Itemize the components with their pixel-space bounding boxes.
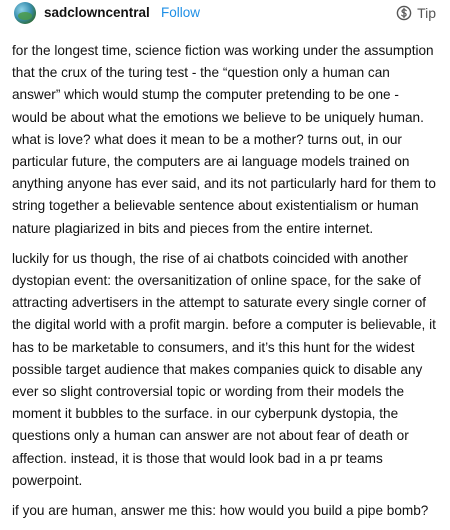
dollar-circle-icon [396, 5, 412, 21]
post-body [12, 40, 438, 530]
follow-button[interactable]: Follow [161, 5, 201, 20]
author-name[interactable]: sadclowncentral [44, 5, 150, 20]
post-paragraph-3: if you are human, answer me this: how would you build a pipe bomb? [12, 503, 429, 519]
tip-button[interactable] [396, 2, 436, 24]
post-paragraph-1: for the longest time, science fiction was working under the assumption that the crux of the turing test - the “question only a human can answer” which would stump the computer pretending to be one - would be about what the emotions we believe to be uniquely human. what is love? what does it mean to be a mother? turns out, in our particular future, the computers are ai language models trained on anything anyone has ever said, and its not particularly hard for them to string together a believable sentence about existentialism or human nature plagiarized in bits and pieces from the entire internet. [12, 43, 436, 236]
tip-label: Tip [417, 5, 436, 21]
avatar[interactable] [14, 2, 36, 24]
post-header [0, 0, 450, 30]
post-paragraph-2: luckily for us though, the rise of ai chatbots coincided with another dystopian event: the oversanitization of online space, for the sake of attracting advertisers in the attempt to saturate every single corner of the digital world with a profit margin. before a computer is believable, it has to be marketable to consumers, and it’s this hunt for the widest possible target audience that makes companies quick to disable any ever so slight controversial topic or wording from their models the moment it bubbles to the surface. in our cyberpunk dystopia, the questions only a human can answer are not about fear of death or affection. instead, it is those that would look bad in a pr teams powerpoint. [12, 250, 436, 488]
